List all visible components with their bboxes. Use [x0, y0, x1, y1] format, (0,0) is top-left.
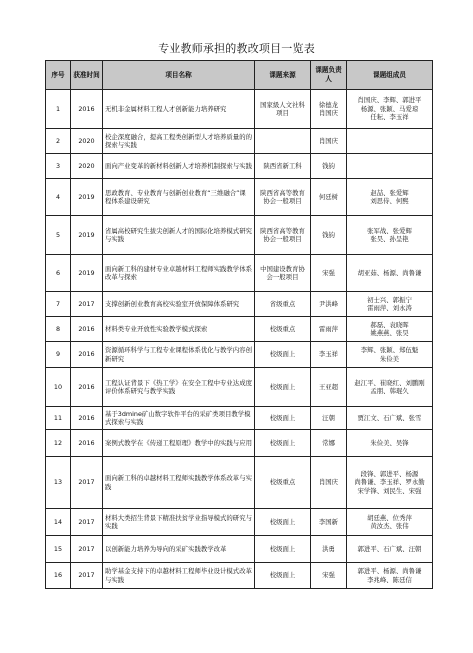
cell-year: 2019 — [71, 179, 103, 216]
cell-leader: 徐德龙 肖国庆 — [311, 90, 347, 129]
table-row — [46, 509, 433, 536]
table-row — [46, 536, 433, 563]
cell-project-name: 助学基金支持下的卓越材料工程师毕业设计模式改革与实践 — [103, 563, 255, 589]
table-row — [46, 292, 433, 317]
cell-year: 2016 — [71, 90, 103, 129]
cell-leader: 尹洪峰 — [311, 292, 347, 317]
cell-members: 贾江文、石广斌、张雪 — [347, 407, 433, 430]
cell-leader: 李国新 — [311, 509, 347, 536]
cell-no: 3 — [46, 154, 71, 179]
cell-members: 赵江平、崔晓红、刘鹏刚 孟朋、韩琨久 — [347, 368, 433, 407]
cell-year: 2020 — [71, 154, 103, 179]
cell-year: 2020 — [71, 129, 103, 154]
cell-source: 陕西省高等教育协会一般项目 — [255, 179, 311, 216]
cell-members: 初士兴、郭振宁 雷雨萍、刘永涛 — [347, 292, 433, 317]
cell-year: 2017 — [71, 563, 103, 589]
cell-no: 10 — [46, 368, 71, 407]
header-leader: 课题负责人 — [311, 61, 347, 90]
cell-members — [347, 154, 433, 179]
cell-members: 胡亚茹、杨源、尚鲁谦 — [347, 255, 433, 292]
table-row — [46, 457, 433, 509]
cell-source: 校级重点 — [255, 457, 311, 509]
cell-project-name: 思政教育、专业教育与创新创业教育“三维融合”课程体系建设研究 — [103, 179, 255, 216]
cell-project-name: 资源循环科学与工程专业课程体系优化与教学内容创新研究 — [103, 342, 255, 368]
table-row — [46, 407, 433, 430]
cell-leader: 洪勇 — [311, 536, 347, 563]
cell-project-name: 工程认证背景下《热工学》在安全工程中专业达成度评价体系研究与教学实践 — [103, 368, 255, 407]
table-row — [46, 179, 433, 216]
cell-no: 8 — [46, 317, 71, 342]
cell-project-name: 省属高校研究生拔尖创新人才的国际化培养模式研究与实践 — [103, 216, 255, 255]
cell-leader: 李玉祥 — [311, 342, 347, 368]
cell-year: 2016 — [71, 317, 103, 342]
cell-no: 12 — [46, 430, 71, 457]
cell-year: 2017 — [71, 536, 103, 563]
table-row — [46, 563, 433, 589]
project-table — [45, 60, 433, 589]
cell-year: 2017 — [71, 509, 103, 536]
cell-source: 校级面上 — [255, 509, 311, 536]
document-title: 专业教师承担的教改项目一览表 — [158, 42, 315, 55]
cell-no: 2 — [46, 129, 71, 154]
cell-project-name: 面向产业变革的新材料创新人才培养机制探索与实践 — [103, 154, 255, 179]
cell-no: 16 — [46, 563, 71, 589]
cell-no: 15 — [46, 536, 71, 563]
cell-no: 1 — [46, 90, 71, 129]
cell-leader: 宋强 — [311, 563, 347, 589]
cell-project-name: 基于3dmine矿山数字软件平台的采矿类项目教学模式探索与实践 — [103, 407, 255, 430]
cell-source: 陕西省新工科 — [255, 154, 311, 179]
cell-project-name: 面向新工科的建材专业卓越材料工程师实践教学体系改革与探索 — [103, 255, 255, 292]
cell-leader: 王亚超 — [311, 368, 347, 407]
cell-project-name: 案例式教学在《传递工程原理》教学中的实践与应用 — [103, 430, 255, 457]
cell-members: 肖国庆、李辉、郭进平 杨源、张颖、马爱琼 任耘、李玉祥 — [347, 90, 433, 129]
table-header-row — [46, 61, 433, 90]
cell-no: 9 — [46, 342, 71, 368]
cell-project-name: 校企深度融合，提高工程类创新型人才培养质量的的探索与实践 — [103, 129, 255, 154]
table-row — [46, 90, 433, 129]
cell-year: 2017 — [71, 292, 103, 317]
cell-members: 李辉、张颖、郑伍魁 朱俭美 — [347, 342, 433, 368]
table-row — [46, 216, 433, 255]
cell-leader: 常娜 — [311, 430, 347, 457]
cell-source: 省级重点 — [255, 292, 311, 317]
cell-no: 13 — [46, 457, 71, 509]
cell-source: 校级面上 — [255, 536, 311, 563]
header-source: 课题来源 — [255, 61, 311, 90]
header-no: 序号 — [46, 61, 71, 90]
cell-source: 校级面上 — [255, 430, 311, 457]
cell-members: 胡廷燕、位秀萍 黄汝杰、张伟 — [347, 509, 433, 536]
cell-project-name: 以创新能力培养为导向的采矿实践教学改革 — [103, 536, 255, 563]
cell-source: 陕西省高等教育协会一般项目 — [255, 216, 311, 255]
cell-leader: 何廷树 — [311, 179, 347, 216]
cell-project-name: 无机非金属材料工程人才创新能力培养研究 — [103, 90, 255, 129]
cell-no: 4 — [46, 179, 71, 216]
cell-members: 赵喆、张爱辉 刘思侍、何熙 — [347, 179, 433, 216]
cell-no: 6 — [46, 255, 71, 292]
cell-source: 校级面上 — [255, 342, 311, 368]
cell-members: 张军战、张爱辉 张昊、孙呈艳 — [347, 216, 433, 255]
cell-members — [347, 129, 433, 154]
cell-year: 2016 — [71, 430, 103, 457]
table-row — [46, 129, 433, 154]
cell-project-name: 材料类专业开放性实验教学模式探索 — [103, 317, 255, 342]
header-members: 课题组成员 — [347, 61, 433, 90]
cell-no: 11 — [46, 407, 71, 430]
cell-leader: 肖国庆 — [311, 457, 347, 509]
header-name: 项目名称 — [103, 61, 255, 90]
cell-leader: 雷雨萍 — [311, 317, 347, 342]
cell-leader: 钱钧 — [311, 216, 347, 255]
cell-source — [255, 129, 311, 154]
cell-no: 5 — [46, 216, 71, 255]
cell-project-name: 面向新工科的卓越材料工程师实践教学体系改革与实践 — [103, 457, 255, 509]
cell-year: 2016 — [71, 342, 103, 368]
cell-year: 2016 — [71, 368, 103, 407]
table-row — [46, 342, 433, 368]
cell-source: 校级面上 — [255, 563, 311, 589]
table-row — [46, 154, 433, 179]
cell-no: 7 — [46, 292, 71, 317]
cell-source: 校级面上 — [255, 407, 311, 430]
cell-project-name: 材料大类招生背景下精准扶贫学业指导模式的研究与实践 — [103, 509, 255, 536]
cell-leader: 钱钧 — [311, 154, 347, 179]
cell-no: 14 — [46, 509, 71, 536]
table-row — [46, 317, 433, 342]
cell-members: 朱俭美、吴锋 — [347, 430, 433, 457]
cell-members: 郭进平、石广斌、汪朝 — [347, 536, 433, 563]
cell-members: 郭进平、杨源、尚鲁谦 李兆峰、陈廷信 — [347, 563, 433, 589]
cell-members: 段锋、郭进平、杨源 尚鲁谦、李玉祥、罗永勤 宋学锋、刘民生、宋强 — [347, 457, 433, 509]
cell-year: 2016 — [71, 407, 103, 430]
table-row — [46, 368, 433, 407]
table-row — [46, 255, 433, 292]
cell-source: 中国建设教育协会一般项目 — [255, 255, 311, 292]
table-row — [46, 430, 433, 457]
cell-leader: 肖国庆 — [311, 129, 347, 154]
cell-source: 国家級人文社科项目 — [255, 90, 311, 129]
cell-year: 2019 — [71, 216, 103, 255]
cell-leader: 汪朝 — [311, 407, 347, 430]
cell-members: 郝磊、袁晓晖 姚燕燕、张昊 — [347, 317, 433, 342]
cell-source: 校级重点 — [255, 317, 311, 342]
header-year: 获准时间 — [71, 61, 103, 90]
cell-leader: 宋强 — [311, 255, 347, 292]
cell-source: 校级面上 — [255, 368, 311, 407]
cell-year: 2017 — [71, 457, 103, 509]
cell-year: 2019 — [71, 255, 103, 292]
cell-project-name: 支撑创新创业教育高校实验室开放保障体系研究 — [103, 292, 255, 317]
